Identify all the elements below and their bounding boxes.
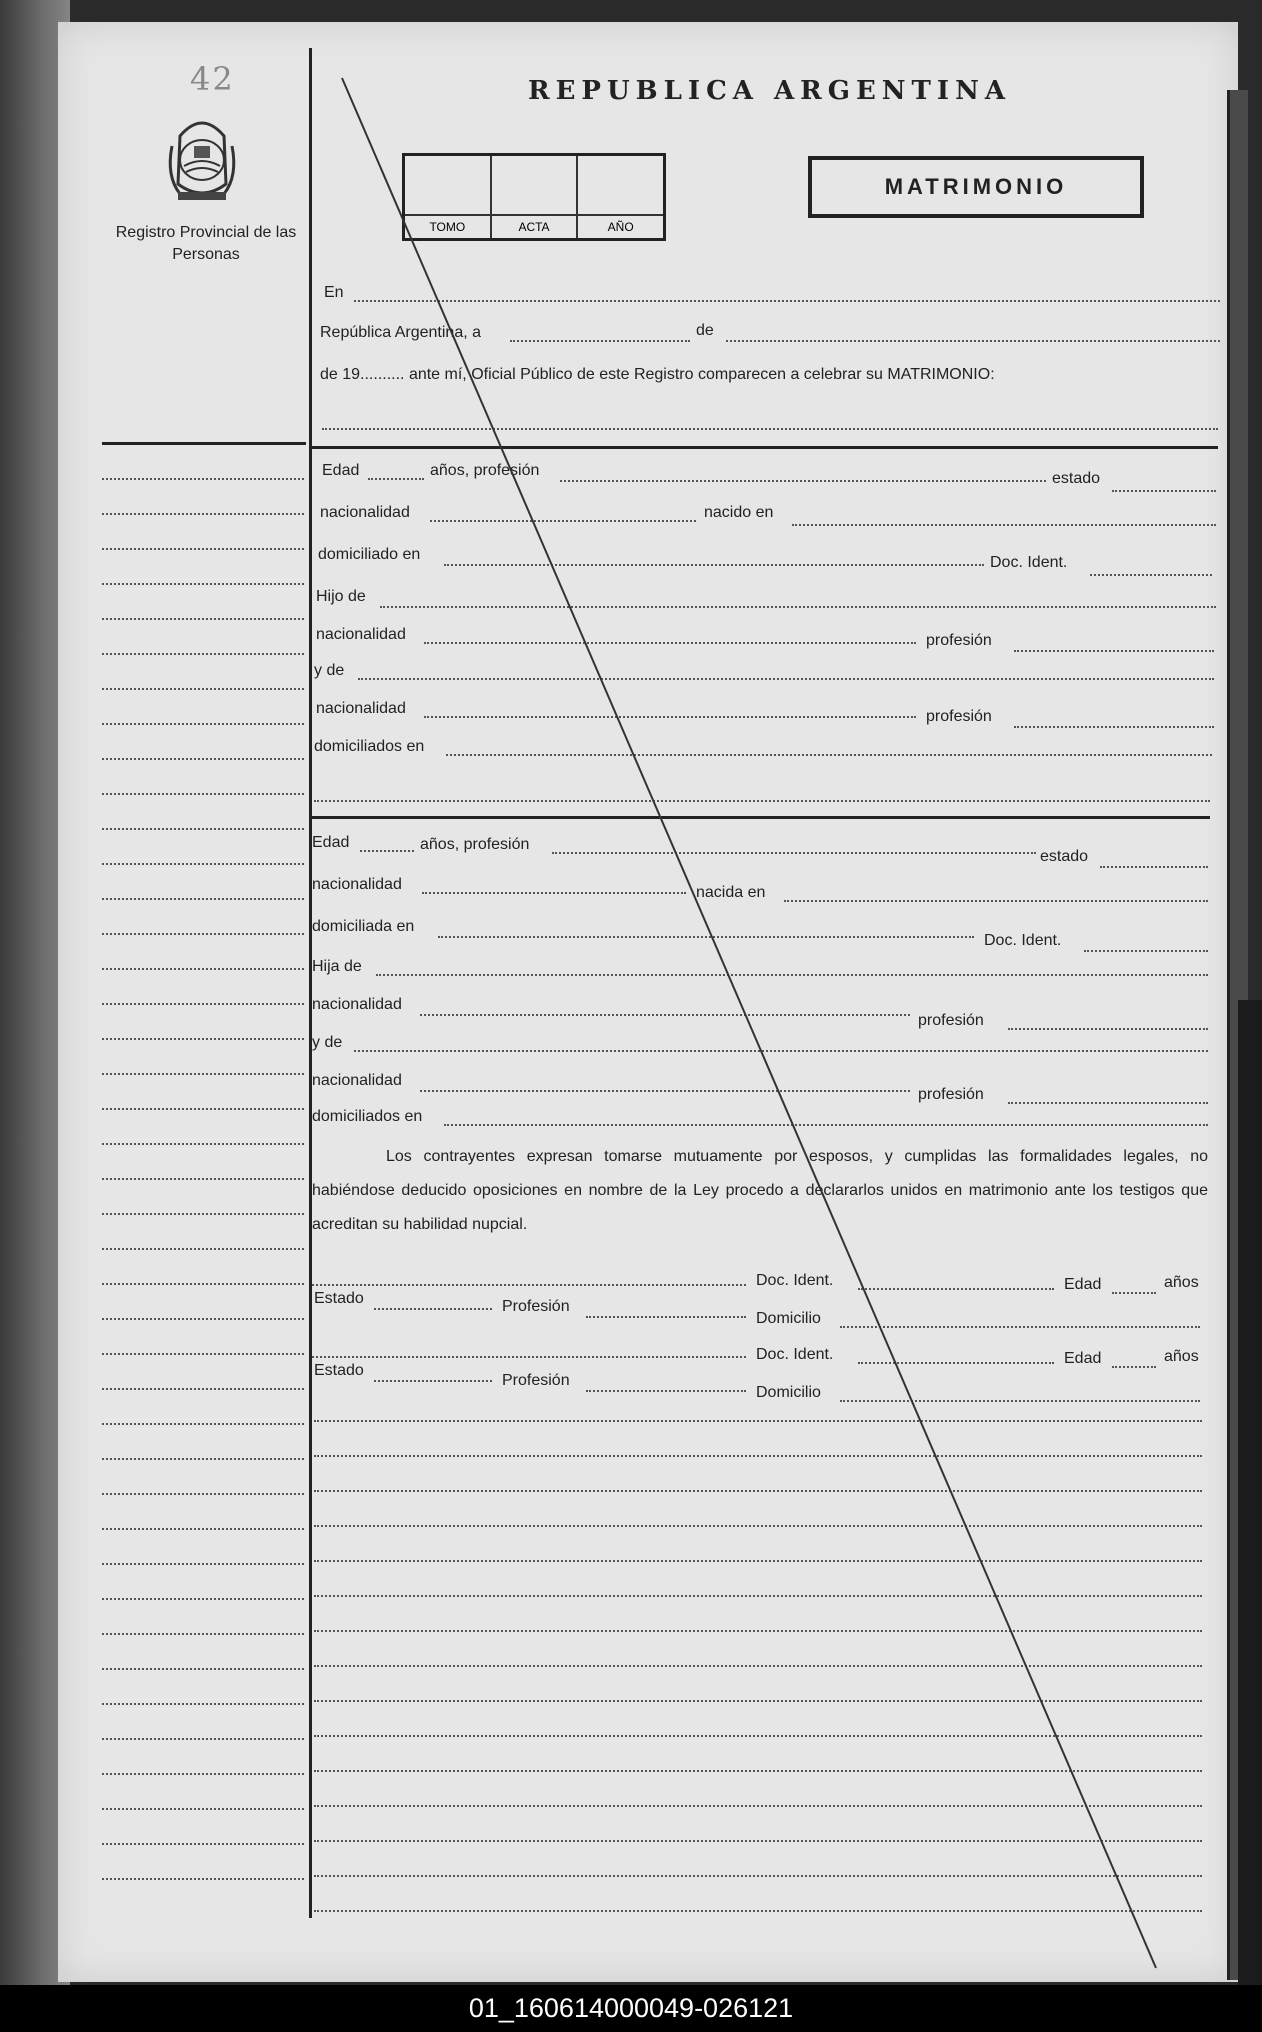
witness-2-estado-label: Estado [314,1362,364,1379]
witness-1-anos-label: años [1164,1274,1199,1291]
witness-1-estado-label: Estado [314,1290,364,1307]
witness-1-profesion-label: Profesión [502,1298,570,1315]
bride-mother-nacionalidad-label: nacionalidad [312,1072,402,1089]
bride-hija-label: Hija de [312,958,362,975]
bride-anos-profesion-label: años, profesión [420,836,530,853]
witness-2-domicilio-label: Domicilio [756,1384,821,1401]
registry-name: Registro Provincial de las Personas [115,224,297,263]
bride-mother-profesion-label: profesión [918,1086,984,1103]
bride-estado-label: estado [1040,848,1089,865]
bride-edad-label: Edad [312,834,350,851]
groom-yde-label: y de [314,662,345,679]
page-number: 42 [190,60,235,98]
tomo-label: TOMO [405,214,490,238]
ano-label: AÑO [578,214,663,238]
witness-1-doc-label: Doc. Ident. [756,1272,834,1289]
groom-mother-profesion-label: profesión [926,708,992,725]
bride-yde-label: y de [312,1034,343,1051]
groom-domiciliado-label: domiciliado en [318,546,421,563]
en-label: En [324,284,344,301]
intro-line-3: de 19.......... ante mí, Oficial Público de este Registro comparecen a celebrar su MATRIMONIO: [320,366,995,383]
groom-anos-profesion-label: años, profesión [430,462,540,479]
groom-nacido-label: nacido en [704,504,774,521]
witness-2-profesion-label: Profesión [502,1372,570,1389]
groom-estado-label: estado [1052,470,1101,487]
groom-father-profesion-label: profesión [926,632,992,649]
acta-label: ACTA [492,214,577,238]
groom-domiciliados-label: domiciliados en [314,738,425,755]
groom-father-nacionalidad-label: nacionalidad [316,626,406,643]
groom-edad-label: Edad [322,462,360,479]
bride-domiciliada-label: domiciliada en [312,918,415,935]
act-type-box: MATRIMONIO [808,156,1144,218]
groom-nacionalidad-label: nacionalidad [320,504,410,521]
witness-2-doc-label: Doc. Ident. [756,1346,834,1363]
groom-mother-nacionalidad-label: nacionalidad [316,700,406,717]
witness-1-domicilio-label: Domicilio [756,1310,821,1327]
de-label: de [696,322,714,339]
witness-2-anos-label: años [1164,1348,1199,1365]
declaration-text: Los contrayentes expresan tomarse mutuamente por esposos, y cumplidas las formalidades legales, no habiéndose deducido oposiciones en nombre de la Ley procedo a declararlos unidos en matrimonio ante los testigos que acreditan su habilidad nupcial. [312,1148,1208,1233]
footer-id: 01_160614000049-026121 [0,1985,1262,2032]
republica-label: República Argentina, a [320,324,481,341]
bride-father-profesion-label: profesión [918,1012,984,1029]
bride-doc-label: Doc. Ident. [984,932,1062,949]
witness-1-edad-label: Edad [1064,1276,1102,1293]
bride-nacida-label: nacida en [696,884,766,901]
bride-nacionalidad-label: nacionalidad [312,876,402,893]
country-title: REPUBLICA ARGENTINA [528,76,1012,106]
groom-doc-label: Doc. Ident. [990,554,1068,571]
groom-hijo-label: Hijo de [316,588,366,605]
bride-domiciliados-label: domiciliados en [312,1108,423,1125]
bride-father-nacionalidad-label: nacionalidad [312,996,402,1013]
witness-2-edad-label: Edad [1064,1350,1102,1367]
